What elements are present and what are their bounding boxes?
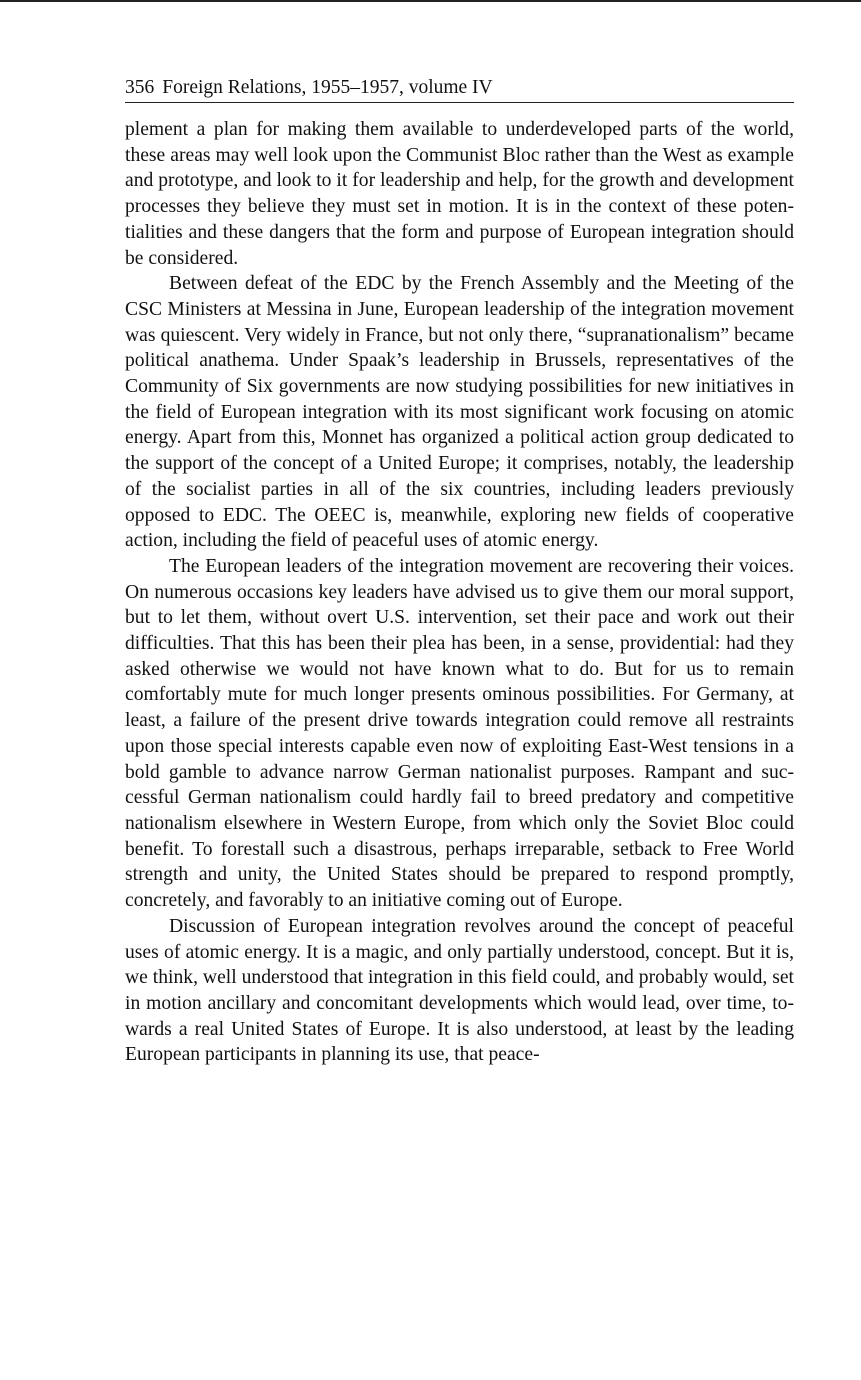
paragraph: Between defeat of the EDC by the French Assembly and the Meeting of the CSC Ministers at Messina in June, European leadership of the integration movement was quiescent. Very widely in France, but not only there, “supranationalism” became political anathema. Under Spaak’s leadership in Brussels, representatives of the Community of Six governments are now studying possibilities for new initiatives in the field of European integration with its most significant work focusing on atomic energy. Apart from this, Monnet has organized a political action group dedicated to the support of the concept of a United Europe; it comprises, notably, the leadership of the socialist parties in all of the six countries, including leaders previously opposed to EDC. The OEEC is, meanwhile, exploring new fields of cooperative action, including the field of peaceful uses of atomic energy. xyxy=(125,273,794,552)
top-border-rule xyxy=(0,0,861,2)
document-page xyxy=(125,74,794,1068)
paragraph: The European leaders of the integration movement are recovering their voices. On numerous occasions key leaders have advised us to give them our moral support, but to let them, without overt U.S. intervention, set their pace and work out their difficulties. That this has been their plea has been, in a sense, providential: had they asked otherwise we would not have known what to do. But for us to remain comfortably mute for much longer presents ominous possibilities. For Germany, at least, a failure of the present drive towards integration could remove all restraints upon those special interests capable even now of exploiting East-West tensions in a bold gamble to advance narrow German nationalist purposes. Rampant and successful German nationalism could hardly fail to breed predatory and competitive nationalism elsewhere in Western Europe, from which only the Soviet Bloc could benefit. To forestall such a disastrous, perhaps irreparable, setback to Free World strength and unity, the United States should be prepared to respond promptly, concretely, and favorably to an initiative coming out of Europe. xyxy=(125,555,794,912)
running-head xyxy=(125,74,794,103)
running-head-title: Foreign Relations, 1955–1957, volume IV xyxy=(162,77,493,98)
paragraph-continuation: plement a plan for making them available to underdeveloped parts of the world, these areas may well look upon the Communist Bloc rather than the West as example and prototype, and look to it for leadership and help, for the growth and development processes they believe they must set in motion. It is in the context of these potentialities and these dangers that the form and purpose of European integration should be considered. xyxy=(125,119,794,269)
body-text xyxy=(125,117,794,1068)
paragraph: Discussion of European integration revolves around the concept of peaceful uses of atomic energy. It is a magic, and only partially understood, concept. But it is, we think, well understood that integration in this field could, and probably would, set in motion ancillary and concomitant developments which would lead, over time, towards a real United States of Europe. It is also understood, at least by the leading European participants in planning its use, that peace- xyxy=(125,915,794,1066)
page-number: 356 xyxy=(125,77,155,98)
